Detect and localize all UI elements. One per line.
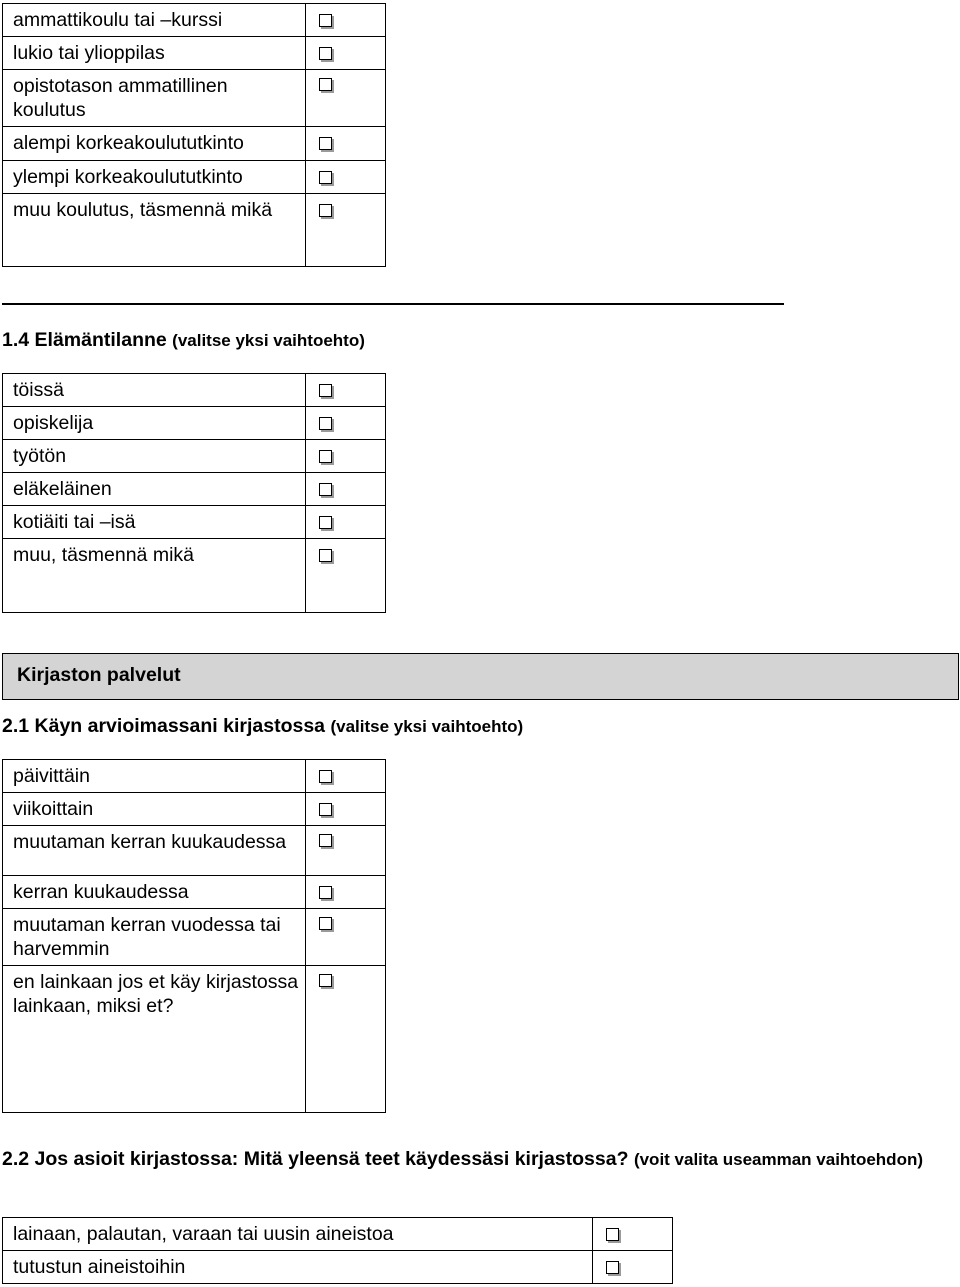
option-label: kerran kuukaudessa [3, 876, 306, 909]
option-label: eläkeläinen [3, 473, 306, 506]
section-header [2, 653, 959, 700]
checkbox[interactable] [319, 834, 332, 847]
checkbox[interactable] [319, 549, 332, 562]
checkbox[interactable] [319, 974, 332, 987]
option-label: muutaman kerran kuukaudessa [3, 826, 306, 876]
option-label: opistotason ammatillinen koulutus [3, 70, 306, 127]
checkbox[interactable] [319, 171, 332, 184]
option-label: päivittäin [3, 760, 306, 793]
visit-frequency-table [2, 759, 386, 1113]
checkbox[interactable] [319, 886, 332, 899]
checkbox[interactable] [319, 78, 332, 91]
checkbox[interactable] [319, 14, 332, 27]
option-label: muu koulutus, täsmennä mikä [3, 194, 306, 267]
checkbox[interactable] [319, 417, 332, 430]
checkbox[interactable] [319, 483, 332, 496]
option-label: en lainkaan jos et käy kirjastossa lainkaan, miksi et? [3, 966, 306, 1113]
option-label: opiskelija [3, 407, 306, 440]
question-hint: (voit valita useamman vaihtoehdon) [633, 1150, 923, 1169]
checkbox[interactable] [319, 137, 332, 150]
question-heading [2, 328, 365, 353]
checkbox[interactable] [319, 47, 332, 60]
option-label: lainaan, palautan, varaan tai uusin aineistoa [3, 1218, 593, 1251]
question-hint: (valitse yksi vaihtoehto) [172, 331, 365, 350]
checkbox[interactable] [606, 1228, 619, 1241]
checkbox[interactable] [319, 770, 332, 783]
option-label: työtön [3, 440, 306, 473]
option-label: tutustun aineistoihin [3, 1251, 593, 1284]
option-label: ylempi korkeakoulututkinto [3, 161, 306, 194]
option-label: viikoittain [3, 793, 306, 826]
checkbox[interactable] [606, 1261, 619, 1274]
option-label: alempi korkeakoulututkinto [3, 127, 306, 161]
question-hint: (valitse yksi vaihtoehto) [330, 717, 524, 736]
checkbox[interactable] [319, 516, 332, 529]
section-title: Kirjaston palvelut [17, 664, 181, 686]
checkbox[interactable] [319, 450, 332, 463]
question-title: 2.1 Käyn arvioimassani kirjastossa [2, 715, 326, 737]
option-label: töissä [3, 374, 306, 407]
library-activities-table [2, 1217, 673, 1284]
option-label: ammattikoulu tai –kurssi [3, 4, 306, 37]
question-heading [2, 1147, 942, 1172]
question-title: 2.2 Jos asioit kirjastossa: Mitä yleensä teet käydessäsi kirjastossa? [2, 1148, 629, 1170]
question-heading [2, 714, 523, 739]
option-label: muutaman kerran vuodessa tai harvemmin [3, 909, 306, 966]
checkbox[interactable] [319, 803, 332, 816]
option-label: muu, täsmennä mikä [3, 539, 306, 613]
checkbox[interactable] [319, 204, 332, 217]
answer-line[interactable] [2, 303, 784, 305]
checkbox[interactable] [319, 917, 332, 930]
life-situation-table [2, 373, 386, 613]
education-table [2, 3, 386, 267]
checkbox[interactable] [319, 384, 332, 397]
option-label: kotiäiti tai –isä [3, 506, 306, 539]
option-label: lukio tai ylioppilas [3, 37, 306, 70]
question-title: 1.4 Elämäntilanne [2, 329, 167, 351]
